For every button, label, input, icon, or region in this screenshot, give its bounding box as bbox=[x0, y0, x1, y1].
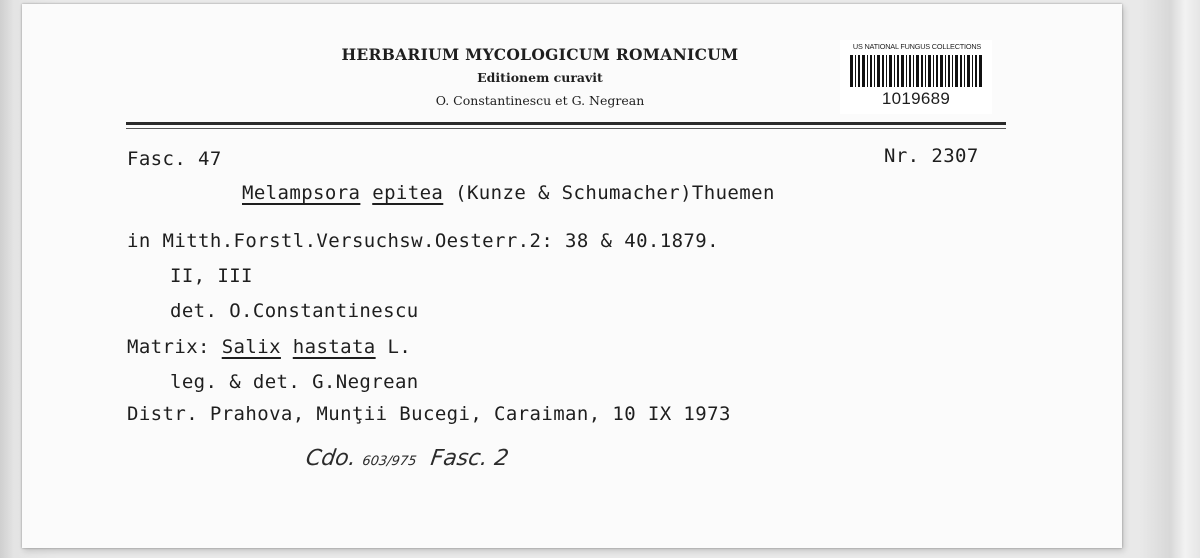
locality: Distr. Prahova, Munţii Bucegi, Caraiman, 10 IX 1973 bbox=[127, 403, 731, 425]
taxon-genus: Melampsora bbox=[242, 182, 361, 204]
herbarium-title: HERBARIUM MYCOLOGICUM ROMANICUM bbox=[341, 45, 739, 64]
header-divider-thin bbox=[126, 128, 1006, 129]
barcode-icon bbox=[850, 55, 982, 87]
barcode-number: 1019689 bbox=[881, 89, 951, 108]
collector: leg. & det. G.Negrean bbox=[170, 371, 419, 393]
barcode-sticker bbox=[840, 40, 992, 114]
taxon-line bbox=[242, 182, 775, 204]
host-species: hastata bbox=[292, 336, 376, 358]
host-genus: Salix bbox=[221, 336, 281, 358]
host-authority: L. bbox=[387, 336, 412, 358]
spore-stages: II, III bbox=[170, 265, 253, 287]
host-line bbox=[127, 336, 411, 358]
herbarium-editors: O. Constantinescu et G. Negrean bbox=[435, 93, 645, 108]
fascicle-number: Fasc. 47 bbox=[127, 148, 222, 170]
annotation-number: 603/975 bbox=[361, 454, 418, 469]
taxon-authority: (Kunze & Schumacher)Thuemen bbox=[455, 182, 775, 204]
header-divider bbox=[126, 122, 1006, 125]
matrix-label: Matrix: bbox=[127, 336, 210, 358]
barcode-collection: US NATIONAL FUNGUS COLLECTIONS bbox=[852, 42, 982, 51]
publication-reference: in Mitth.Forstl.Versuchsw.Oesterr.2: 38 & 40.1879. bbox=[127, 230, 719, 252]
annotation-fasc: Fasc. 2 bbox=[429, 446, 511, 471]
herbarium-subtitle: Editionem curavit bbox=[477, 70, 603, 85]
annotation-prefix: Cdo. bbox=[304, 446, 358, 471]
handwritten-annotation bbox=[304, 446, 510, 471]
specimen-number: Nr. 2307 bbox=[884, 145, 979, 167]
determiner: det. O.Constantinescu bbox=[170, 300, 419, 322]
taxon-species: epitea bbox=[372, 182, 444, 204]
